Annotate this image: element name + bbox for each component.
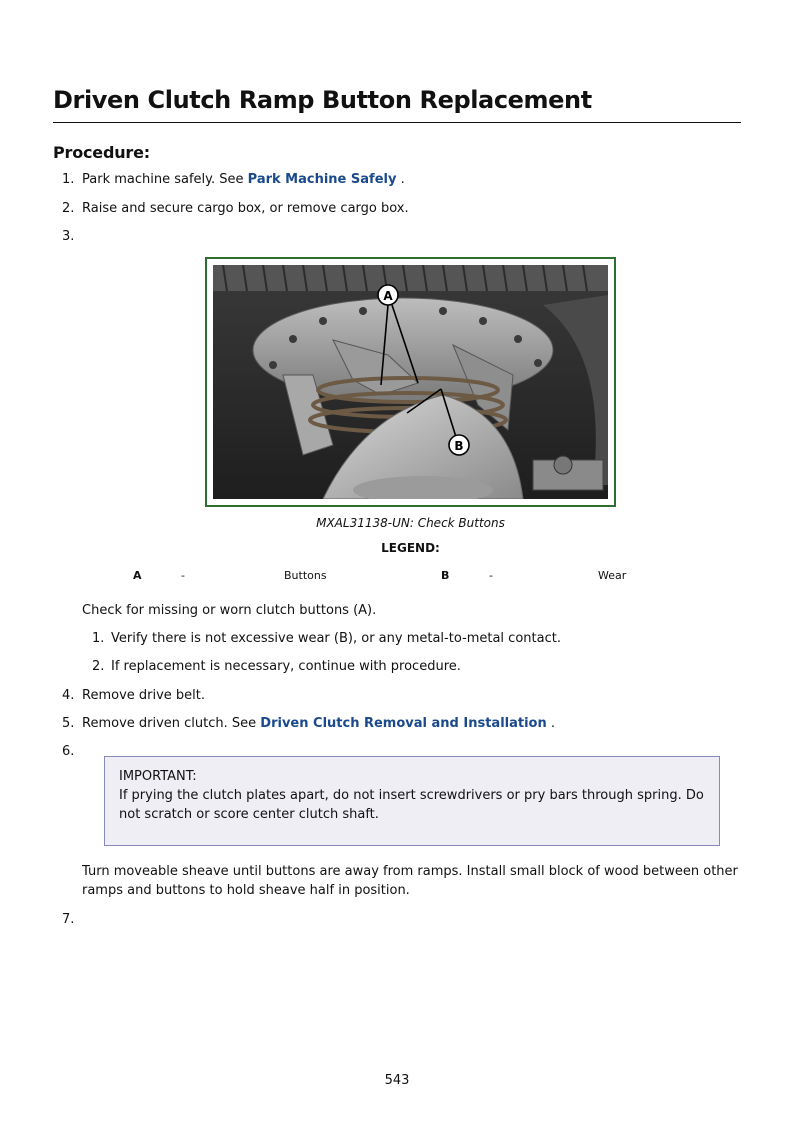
step-2-text: Raise and secure cargo box, or remove cargo box. <box>82 201 409 216</box>
figure-check-buttons <box>205 257 616 507</box>
notice-text: If prying the clutch plates apart, do not insert screwdrivers or pry bars through spring. Do not scratch or score center clutch shaft. <box>119 788 704 822</box>
figure-caption: MXAL31138-UN: Check Buttons <box>316 516 505 530</box>
notice-label: IMPORTANT: <box>119 769 197 784</box>
step-5-trail: . <box>546 716 555 731</box>
callout-b-label: B <box>454 439 464 453</box>
page-title: Driven Clutch Ramp Button Replacement <box>53 86 592 114</box>
step-4-number: 4. <box>62 688 75 703</box>
legend-key-a: A <box>133 569 142 582</box>
step-2-number: 2. <box>62 201 75 216</box>
step-5-text <box>82 714 555 733</box>
legend-dash-b: - <box>489 569 493 582</box>
step-1-number: 1. <box>62 172 75 187</box>
step-6-number: 6. <box>62 744 75 759</box>
step-1-trail: . <box>396 172 405 187</box>
park-machine-safely-link[interactable]: Park Machine Safely <box>247 172 397 187</box>
step-5-number: 5. <box>62 716 75 731</box>
title-rule <box>53 122 741 123</box>
legend-title: LEGEND: <box>381 541 440 555</box>
legend-dash-a: - <box>181 569 185 582</box>
callout-a-label: A <box>383 289 393 303</box>
step-4-text: Remove drive belt. <box>82 688 206 703</box>
legend-label-buttons: Buttons <box>284 569 327 582</box>
step-1-text <box>82 170 405 189</box>
turn-sheave-text: Turn moveable sheave until buttons are away from ramps. Install small block of wood between other ramps and buttons to hold sheave half in position. <box>82 864 738 898</box>
substep-2-number: 2. <box>92 659 105 674</box>
step-5-lead: Remove driven clutch. See <box>82 716 261 731</box>
check-buttons-text: Check for missing or worn clutch buttons (A). <box>82 603 377 618</box>
page-number: 543 <box>384 1073 410 1088</box>
clutch-photo <box>213 265 608 499</box>
driven-clutch-removal-link[interactable]: Driven Clutch Removal and Installation <box>260 716 547 731</box>
substep-2-text: If replacement is necessary, continue with procedure. <box>111 659 461 674</box>
section-heading: Procedure: <box>53 143 150 162</box>
step-3-number: 3. <box>62 229 75 244</box>
important-notice <box>104 756 720 846</box>
step-1-lead: Park machine safely. See <box>82 172 248 187</box>
legend-key-b: B <box>441 569 450 582</box>
substep-1-number: 1. <box>92 631 105 646</box>
substep-1-text: Verify there is not excessive wear (B), or any metal-to-metal contact. <box>111 631 561 646</box>
legend-label-wear: Wear <box>598 569 627 582</box>
step-7-number: 7. <box>62 912 75 927</box>
